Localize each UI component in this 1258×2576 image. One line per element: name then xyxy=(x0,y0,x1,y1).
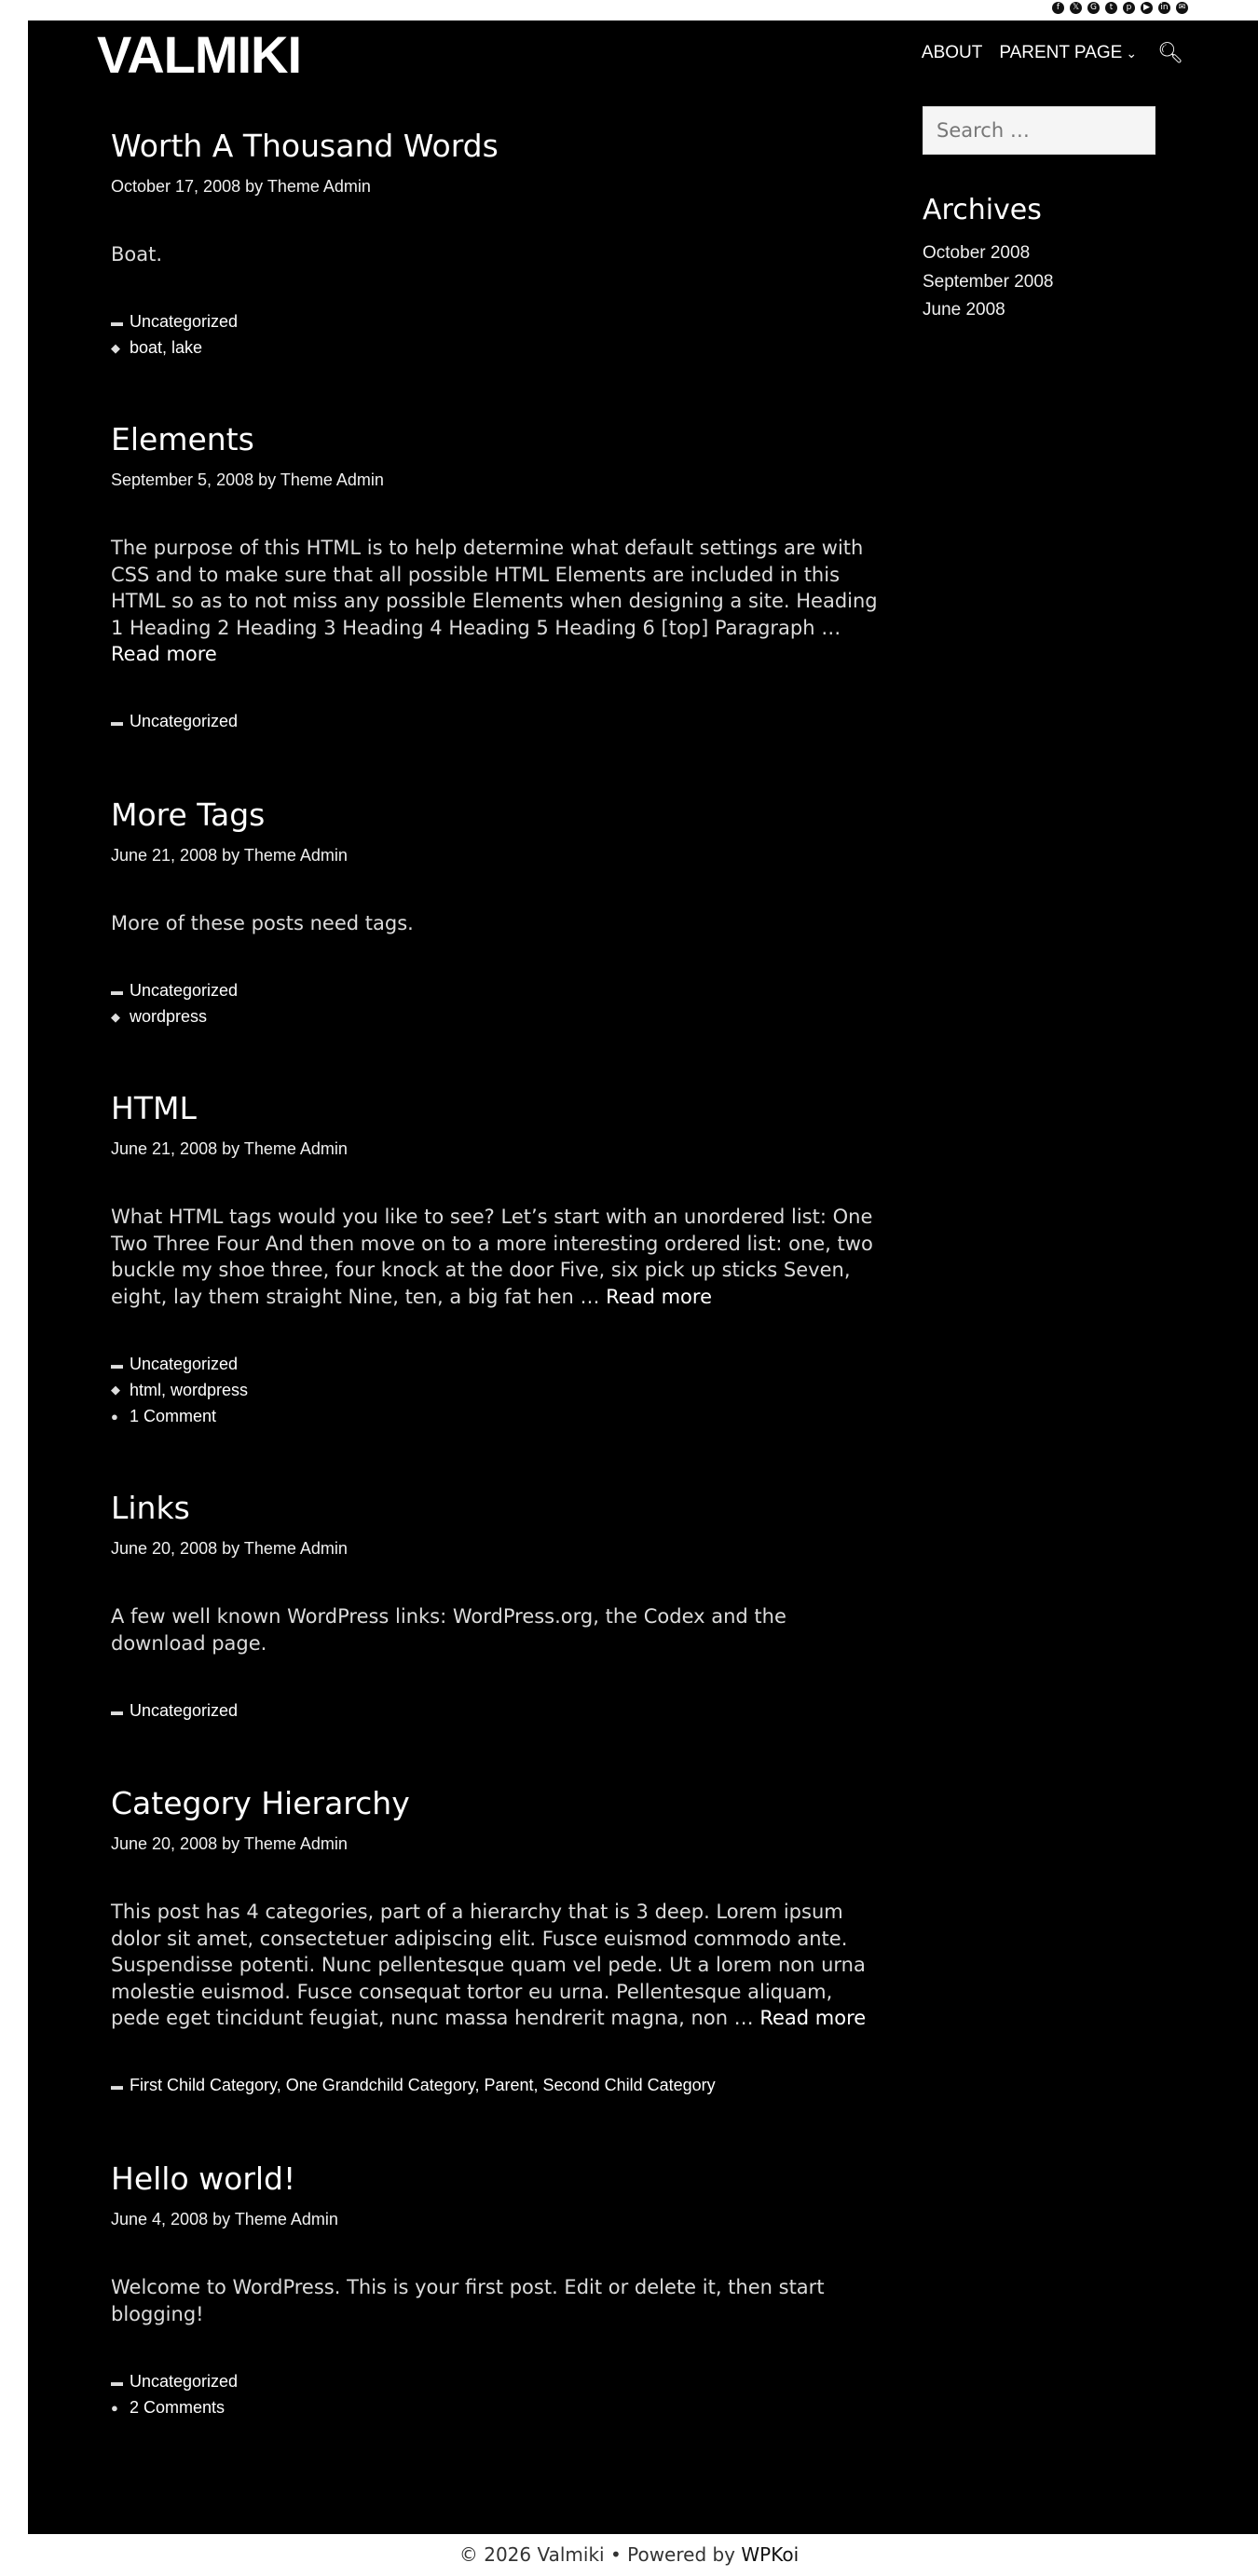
archive-link[interactable]: June 2008 xyxy=(923,300,1005,320)
post xyxy=(111,1490,884,1724)
post-comments[interactable]: 2 Comments xyxy=(130,2397,226,2417)
post-meta xyxy=(111,846,884,865)
post-footer xyxy=(111,709,884,735)
archive-link[interactable]: September 2008 xyxy=(923,271,1054,292)
post-tags[interactable]: boat, lake xyxy=(130,338,203,357)
email-icon[interactable]: ✉ xyxy=(1176,2,1188,14)
post-categories[interactable]: Uncategorized xyxy=(130,2371,239,2391)
post-date[interactable]: October 17, 2008 xyxy=(111,177,241,196)
post-excerpt xyxy=(111,910,884,937)
post xyxy=(111,128,884,361)
post-categories[interactable]: Uncategorized xyxy=(130,712,239,730)
post-by: by xyxy=(212,2210,231,2228)
post xyxy=(111,797,884,1030)
footer-copyright: © 2026 Valmiki • Powered by xyxy=(458,2543,742,2566)
post-author[interactable]: Theme Admin xyxy=(243,846,348,865)
post-tags[interactable]: html, wordpress xyxy=(130,1380,249,1399)
post-meta xyxy=(111,1834,884,1854)
folder-icon: ▬ xyxy=(111,984,123,998)
folder-icon: ▬ xyxy=(111,2079,123,2092)
post-categories[interactable]: Uncategorized xyxy=(130,1700,239,1720)
post-meta xyxy=(111,1139,884,1159)
post-excerpt xyxy=(111,1899,884,2032)
folder-icon: ▬ xyxy=(111,1703,123,1718)
post-title[interactable]: Links xyxy=(111,1490,190,1526)
post-categories[interactable]: Uncategorized xyxy=(130,1354,239,1373)
post-date[interactable]: September 5, 2008 xyxy=(111,470,254,489)
post-author[interactable]: Theme Admin xyxy=(243,1539,348,1558)
post xyxy=(111,421,884,735)
post-author[interactable]: Theme Admin xyxy=(267,177,371,196)
sidebar xyxy=(923,106,1165,329)
post-by: by xyxy=(245,177,264,196)
post-date[interactable]: June 21, 2008 xyxy=(111,846,218,865)
post xyxy=(111,1785,884,2099)
post-footer xyxy=(111,1351,884,1429)
folder-icon: ▬ xyxy=(111,715,123,729)
post-categories[interactable]: Uncategorized xyxy=(130,981,239,1000)
post xyxy=(111,2160,884,2420)
post-excerpt-text: The purpose of this HTML is to help determine what default settings are with CSS and to make sure that all possible HTML Elements are included in this HTML so as to not miss any possible Elements when designing a site. Heading 1 Heading 2 Heading 3 Heading 4 Heading 5 Heading 6 [top] Paragraph … xyxy=(111,537,878,639)
tag-icon: ◆ xyxy=(111,1383,120,1397)
search-placeholder: Search … xyxy=(937,119,1030,142)
post-footer xyxy=(111,2073,884,2099)
read-more-link[interactable]: Read more xyxy=(111,643,217,665)
post-title[interactable]: Category Hierarchy xyxy=(111,1785,410,1821)
read-more-link[interactable]: Read more xyxy=(606,1285,712,1308)
post-excerpt-text: A few well known WordPress links: WordPress.org, the Codex and the download page. xyxy=(111,1605,786,1655)
post-author[interactable]: Theme Admin xyxy=(243,1834,348,1853)
post-footer xyxy=(111,1697,884,1724)
post-author[interactable]: Theme Admin xyxy=(234,2210,338,2228)
top-social-bar xyxy=(0,0,1258,20)
post-excerpt xyxy=(111,1204,884,1310)
post-by: by xyxy=(222,846,240,865)
post-excerpt-text: Boat. xyxy=(111,243,163,266)
search-input[interactable] xyxy=(923,106,1155,155)
nav-about[interactable]: ABOUT xyxy=(921,43,983,62)
archive-link[interactable]: October 2008 xyxy=(923,243,1031,263)
comments-icon: ● xyxy=(111,2400,118,2415)
post-title[interactable]: Elements xyxy=(111,421,254,457)
pinterest-icon[interactable]: p xyxy=(1123,2,1135,14)
post-by: by xyxy=(222,1539,240,1558)
post xyxy=(111,1090,884,1429)
read-more-link[interactable]: Read more xyxy=(759,2007,867,2029)
post-author[interactable]: Theme Admin xyxy=(243,1139,348,1158)
comments-icon: ● xyxy=(111,1409,118,1424)
post-excerpt-text: More of these posts need tags. xyxy=(111,912,414,934)
nav-parent-page[interactable] xyxy=(999,43,1137,63)
tumblr-icon[interactable]: t xyxy=(1105,2,1117,14)
folder-icon: ▬ xyxy=(111,1356,123,1371)
site-logo[interactable]: VALMIKI xyxy=(97,25,302,84)
post-meta xyxy=(111,470,884,490)
post-excerpt xyxy=(111,1603,884,1656)
post-title[interactable]: Worth A Thousand Words xyxy=(111,128,499,164)
archives-heading: Archives xyxy=(923,194,1042,226)
tag-icon: ◆ xyxy=(111,1009,120,1024)
post-tags[interactable]: wordpress xyxy=(130,1007,208,1026)
post-meta xyxy=(111,177,884,197)
post-categories[interactable]: First Child Category, One Grandchild Category, Parent, Second Child Category xyxy=(130,2076,716,2094)
post-title[interactable]: More Tags xyxy=(111,797,266,833)
post-excerpt xyxy=(111,241,884,268)
main-navigation xyxy=(922,41,1183,65)
post-meta xyxy=(111,1539,884,1559)
search-icon[interactable]: 🔍︎ xyxy=(1157,41,1183,64)
post-by: by xyxy=(222,1834,240,1853)
folder-icon: ▬ xyxy=(111,2374,123,2389)
post-footer xyxy=(111,2368,884,2420)
post-date[interactable]: June 20, 2008 xyxy=(111,1539,218,1558)
chevron-down-icon: ⌄ xyxy=(1126,46,1138,61)
social-icons xyxy=(1052,2,1188,14)
post-author[interactable]: Theme Admin xyxy=(280,470,384,489)
post-excerpt-text: What HTML tags would you like to see? Let’s start with an unordered list: One Two Three Four And then move on to a more interesting ordered list: one, two buckle my shoe three, four knock at the door Five, six pick up sticks Seven, eight, lay them straight Nine, ten, a big fat hen … xyxy=(111,1206,873,1308)
post-footer xyxy=(111,309,884,361)
post-by: by xyxy=(222,1139,240,1158)
post-date[interactable]: June 4, 2008 xyxy=(111,2210,209,2228)
x-twitter-icon[interactable]: 𝕏 xyxy=(1070,2,1082,14)
post-title[interactable]: HTML xyxy=(111,1090,197,1126)
tag-icon: ◆ xyxy=(111,340,120,355)
facebook-icon[interactable]: f xyxy=(1052,2,1064,14)
post-excerpt-text: Welcome to WordPress. This is your first post. Edit or delete it, then start blogging! xyxy=(111,2276,825,2325)
post-excerpt xyxy=(111,2274,884,2327)
post-excerpt xyxy=(111,535,884,668)
nav-parent-page-label: PARENT PAGE xyxy=(999,43,1123,62)
page-container xyxy=(28,20,1258,2534)
post-excerpt-text: This post has 4 categories, part of a hierarchy that is 3 deep. Lorem ipsum dolor sit amet, consectetuer adipiscing elit. Fusce euismod commodo ante. Suspendisse potenti. Nunc pellentesque quam vel pede. Ut a lorem non urna molestie euismod. Fusce consequat tortor eu urna. Pellentesque aliquam, pede eget tincidunt feugiat, nunc massa hendrerit magna, non … xyxy=(111,1901,866,2029)
archives-list xyxy=(923,243,1165,329)
footer-powered-link[interactable]: WPKoi xyxy=(741,2543,800,2566)
post-date[interactable]: June 20, 2008 xyxy=(111,1834,218,1853)
post-categories[interactable]: Uncategorized xyxy=(130,312,239,331)
post-comments[interactable]: 1 Comment xyxy=(130,1406,217,1425)
folder-icon: ▬ xyxy=(111,315,123,329)
post-title[interactable]: Hello world! xyxy=(111,2160,296,2197)
post-date[interactable]: June 21, 2008 xyxy=(111,1139,218,1158)
post-footer xyxy=(111,978,884,1030)
site-footer xyxy=(0,2534,1258,2576)
post-by: by xyxy=(258,470,277,489)
post-meta xyxy=(111,2210,884,2229)
linkedin-icon[interactable]: in xyxy=(1158,2,1170,14)
youtube-icon[interactable]: ▶ xyxy=(1141,2,1153,14)
google-icon[interactable]: G xyxy=(1087,2,1100,14)
